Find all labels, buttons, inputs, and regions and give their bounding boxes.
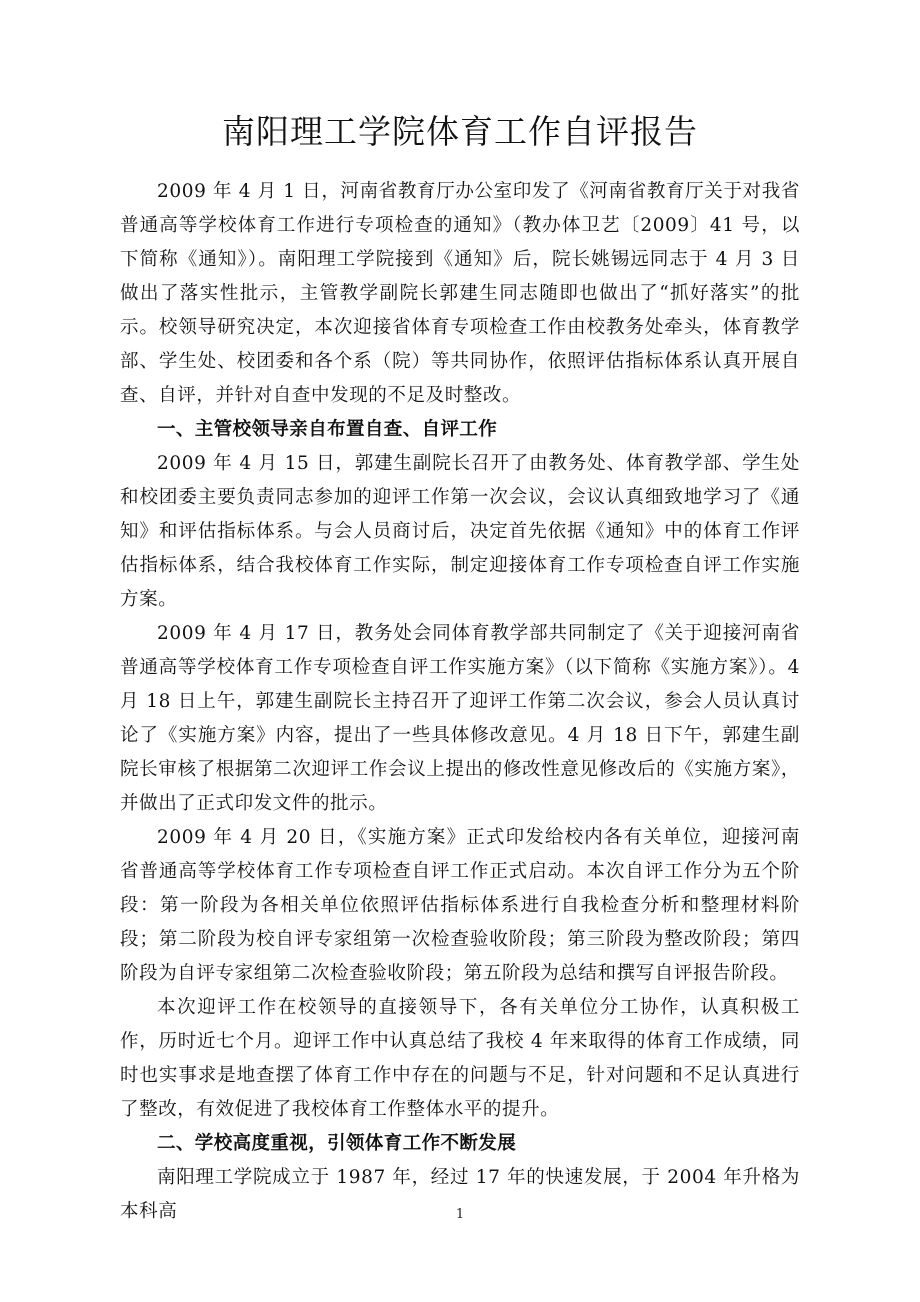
paragraph-five-stages: 2009 年 4 月 20 日，《实施方案》正式印发给校内各有关单位，迎接河南省普通高等学校体育工作专项检查自评工作正式启动。本次自评工作分为五个阶段：第一阶段为各相关单位依照评估指标体系进行自我检查分析和整理材料阶段；第二阶段为校自评专家组第一次检查验收阶段；第三阶段为整改阶段；第四阶段为自评专家组第二次检查验收阶段；第五阶段为总结和撰写自评报告阶段。 (120, 827, 800, 984)
page-number: 1 (455, 1207, 465, 1222)
paragraph-first-meeting: 2009 年 4 月 15 日，郭建生副院长召开了由教务处、体育教学部、学生处和校团委主要负责同志参加的迎评工作第一次会议，会议认真细致地学习了《通知》和评估指标体系。与会人员商讨后，决定首先依据《通知》中的体育工作评估指标体系，结合我校体育工作实际，制定迎接体育工作专项检查自评工作实施方案。 (120, 453, 800, 610)
paragraph-implementation-plan: 2009 年 4 月 17 日，教务处会同体育教学部共同制定了《关于迎接河南省普通高等学校体育工作专项检查自评工作实施方案》（以下简称《实施方案》）。4 月 18 日上午，郭建生副院长主持召开了迎评工作第二次会议，参会人员认真讨论了《实施方案》内容，提出了一些具体修改意见。4 月 18 日下午，郭建生副院长审核了根据第二次迎评工作会议上提出的修改性意见修改后的《实施方案》，并做出了正式印发文件的批示。 (120, 623, 800, 814)
document-body (120, 175, 800, 1229)
section-heading-1: 一、主管校领导亲自布置自查、自评工作 (157, 419, 498, 440)
paragraph-school-history: 南阳理工学院成立于 1987 年，经过 17 年的快速发展，于 2004 年升格为本科高 (120, 1167, 800, 1222)
document-title: 南阳理工学院体育工作自评报告 (222, 112, 698, 151)
section-heading-2: 二、学校高度重视，引领体育工作不断发展 (157, 1133, 517, 1154)
paragraph-summary: 本次迎评工作在校领导的直接领导下，各有关单位分工协作，认真积极工作，历时近七个月。迎评工作中认真总结了我校 4 年来取得的体育工作成绩，同时也实事求是地查摆了体育工作中存在的问题与不足，针对问题和不足认真进行了整改，有效促进了我校体育工作整体水平的提升。 (120, 997, 800, 1120)
paragraph-intro: 2009 年 4 月 1 日，河南省教育厅办公室印发了《河南省教育厅关于对我省普通高等学校体育工作进行专项检查的通知》（教办体卫艺〔2009〕41 号，以下简称《通知》）。南阳理工学院接到《通知》后，院长姚锡远同志于 4 月 3 日做出了落实性批示，主管教学副院长郭建生同志随即也做出了“抓好落实”的批示。校领导研究决定，本次迎接省体育专项检查工作由校教务处牵头，体育教学部、学生处、校团委和各个系（院）等共同协作，依照评估指标体系认真开展自查、自评，并针对自查中发现的不足及时整改。 (120, 181, 800, 406)
